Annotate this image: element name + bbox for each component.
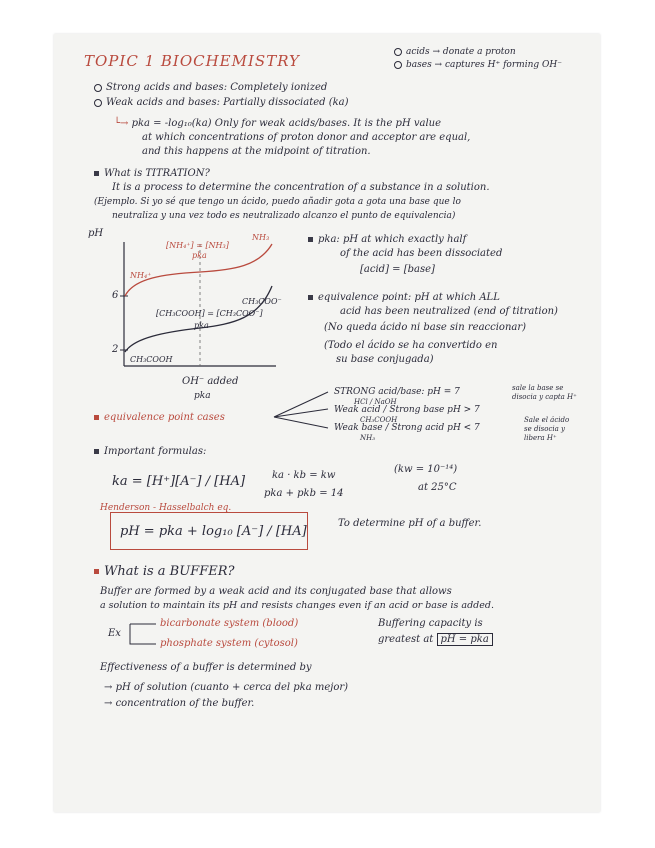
def-eq-1 (308, 292, 500, 304)
def-eq-3: (No queda ácido ni base sin reaccionar) (324, 322, 527, 333)
buffer-capacity-2 (378, 634, 493, 646)
def-pka-3: [acid] = [base] (360, 264, 435, 275)
formula-ka: ka = [H⁺][A⁻] / [HA] (112, 474, 246, 489)
case-1-sub: HCl / NaOH (354, 398, 397, 406)
bullet-icon (94, 84, 102, 92)
cases-label-text: equivalence point cases (104, 412, 225, 423)
buffer-ex: Ex (108, 628, 121, 639)
case-2: Weak acid / Strong base pH > 7 (334, 405, 480, 415)
buffer-effectiveness-1 (104, 682, 348, 694)
weak-line (94, 97, 349, 109)
square-bullet-icon (94, 449, 99, 454)
bullet-icon (394, 48, 402, 56)
square-bullet-icon (308, 237, 313, 242)
hh-note: To determine pH of a buffer. (338, 518, 482, 529)
def-eq-1-text: equivalence point: pH at which ALL (318, 292, 500, 303)
formula-kw-1: ka · kb = kw (272, 470, 336, 481)
titration-heading-text: What is TITRATION? (104, 168, 210, 179)
pka-line-1 (114, 118, 441, 130)
graph-label-mid: [CH₃COOH] = [CH₃COO⁻] (156, 309, 263, 318)
def-pka-2: of the acid has been dissociated (340, 248, 503, 259)
graph-xlabel: OH⁻ added (182, 376, 239, 387)
cases-label (94, 412, 225, 424)
buffer-effectiveness-2 (104, 698, 254, 710)
buffer-effectiveness-2-text: concentration of the buffer. (115, 698, 255, 709)
case-2-sub: CH₃COOH (360, 416, 398, 424)
buffer-effectiveness-1-text: pH of solution (cuanto + cerca del pka mejor) (115, 682, 349, 693)
graph-tick-lower: 2 (112, 344, 119, 355)
note-bases-text: bases → captures H⁺ forming OH⁻ (406, 60, 562, 70)
page-title: TOPIC 1 BIOCHEMISTRY (84, 52, 300, 70)
arrow-icon: └→ (114, 118, 132, 129)
hh-formula: pH = pka + log₁₀ [A⁻] / [HA] (120, 524, 307, 539)
square-bullet-icon (94, 569, 99, 574)
case-3-note-c: libera H⁺ (524, 434, 557, 442)
arrow-icon: → (104, 682, 116, 693)
case-1: STRONG acid/base: pH = 7 (334, 387, 460, 397)
graph-label-pka-mid: pka (194, 321, 209, 330)
buffer-capacity-1: Buffering capacity is (378, 618, 483, 629)
buffer-example-1: bicarbonate system (blood) (160, 618, 299, 629)
pka-line-1-text: pka = -log₁₀(ka) Only for weak acids/bases. It is the pH value (131, 118, 442, 129)
note-bases (394, 59, 562, 71)
graph-label-nh3: NH₃ (252, 233, 270, 242)
buffer-line-2: a solution to maintain its pH and resists changes even if an acid or base is added. (100, 600, 494, 611)
strong-text: Strong acids and bases: Completely ionized (106, 82, 328, 93)
strong-line (94, 82, 327, 94)
arrow-case-3 (274, 417, 328, 428)
formula-kw-4: at 25°C (418, 482, 457, 493)
graph-label-nh4-top: [NH₄⁺] = [NH₃] (166, 241, 229, 250)
def-pka-1 (308, 234, 466, 246)
def-eq-4: (Todo el ácido se ha convertido en (324, 340, 498, 351)
hh-title: Henderson - Hasselbalch eq. (100, 503, 232, 513)
notebook-page (54, 34, 600, 812)
bullet-icon (394, 61, 402, 69)
def-eq-2: acid has been neutralized (end of titration) (340, 306, 558, 317)
buffer-heading (94, 564, 234, 579)
buffer-line-1: Buffer are formed by a weak acid and its conjugated base that allows (100, 586, 452, 597)
formulas-heading-text: Important formulas: (104, 446, 207, 457)
formula-kw-3: (kw = 10⁻¹⁴) (394, 464, 458, 475)
pka-line-2: at which concentrations of proton donor and acceptor are equal, (142, 132, 471, 143)
note-acids-text: acids → donate a proton (406, 47, 516, 57)
formula-kw-2: pka + pkb = 14 (264, 488, 344, 499)
graph-label-nh4: NH₄⁺ (130, 271, 152, 280)
note-acids (394, 46, 516, 58)
def-pka-1-text: pka: pH at which exactly half (318, 234, 467, 245)
def-eq-5: su base conjugada) (336, 354, 434, 365)
case-2-note-b: disocia y capta H⁺ (512, 393, 577, 401)
square-bullet-icon (94, 171, 99, 176)
buffer-example-2: phosphate system (cytosol) (160, 638, 298, 649)
buffer-capacity-2-text: greatest at (378, 634, 434, 645)
case-3-note-a: Sale el ácido (524, 416, 570, 424)
graph-tick-upper: 6 (112, 290, 119, 301)
titration-heading (94, 168, 210, 180)
weak-text: Weak acids and bases: Partially dissociated (ka) (106, 97, 349, 108)
case-2-note-a: sale la base se (512, 384, 564, 392)
graph-label-ch3cooh: CH₃COOH (130, 355, 173, 364)
graph-ylabel: pH (88, 228, 104, 239)
titration-line-2: (Ejemplo. Si yo sé que tengo un ácido, puedo añadir gota a gota una base que lo (94, 197, 461, 207)
square-bullet-icon (308, 295, 313, 300)
arrow-example-2 (130, 624, 156, 644)
buffer-effectiveness: Effectiveness of a buffer is determined by (100, 662, 312, 673)
case-3-note-b: se disocia y (524, 425, 565, 433)
square-bullet-icon (94, 415, 99, 420)
bullet-icon (94, 99, 102, 107)
cases-arrows (272, 384, 332, 434)
formulas-heading (94, 446, 206, 458)
case-3: Weak base / Strong acid pH < 7 (334, 423, 480, 433)
pka-line-3: and this happens at the midpoint of titration. (142, 146, 371, 157)
graph-label-pka-top: pka (192, 251, 207, 260)
buffer-capacity-value: pH = pka (437, 633, 493, 646)
case-3-sub: NH₃ (360, 434, 376, 442)
arrow-icon: → (104, 698, 116, 709)
titration-line-3: neutraliza y una vez todo es neutralizado alcanzo el punto de equivalencia) (112, 211, 456, 221)
graph-xlabel-2: pka (194, 391, 211, 401)
graph-label-ch3coo: CH₃COO⁻ (242, 297, 282, 306)
titration-line-1: It is a process to determine the concentration of a substance in a solution. (112, 182, 490, 193)
buffer-heading-text: What is a BUFFER? (104, 564, 235, 579)
